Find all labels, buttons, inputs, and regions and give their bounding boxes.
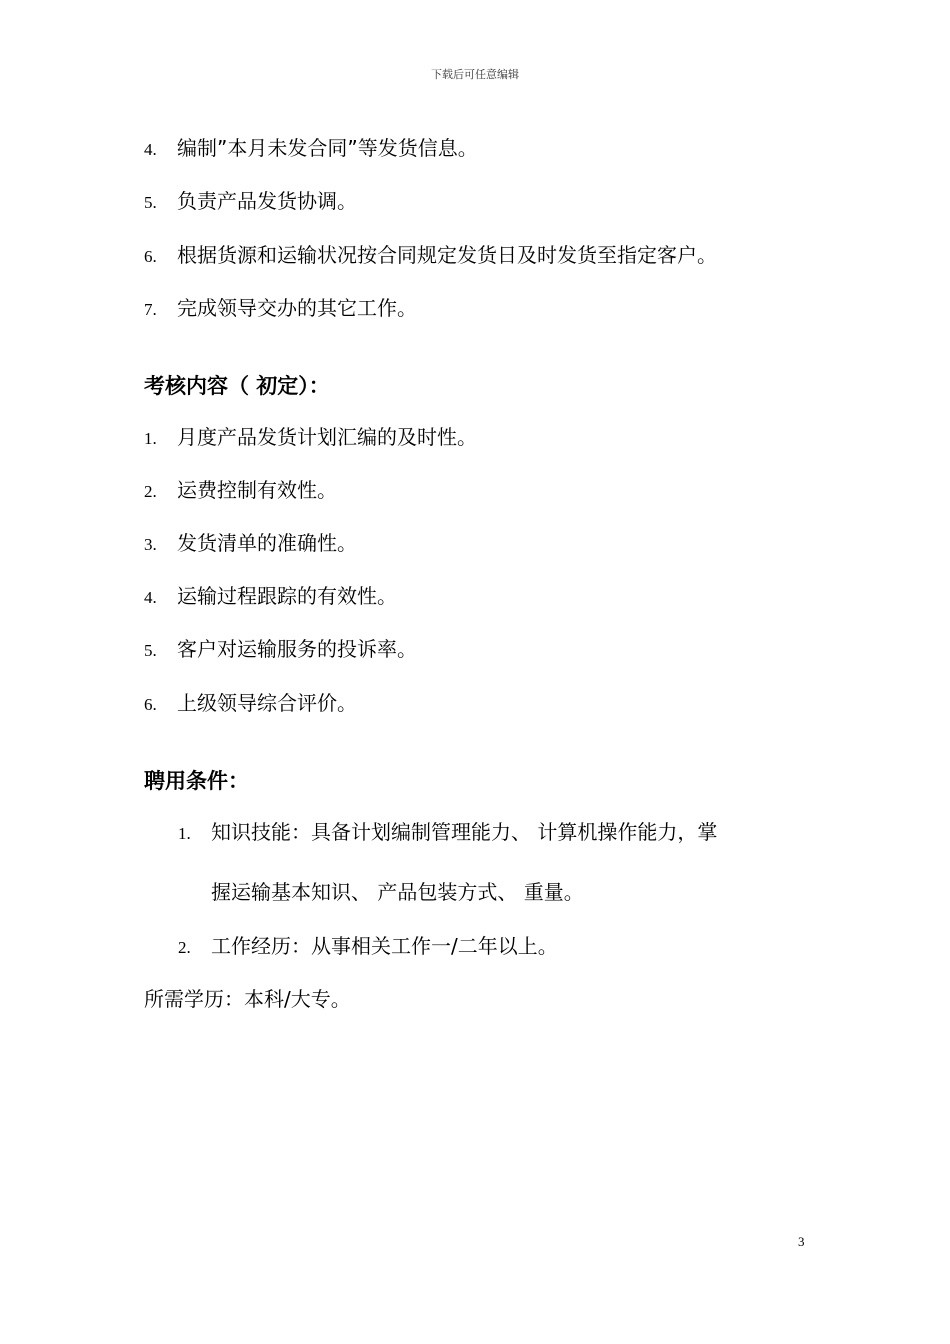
assessment-item-5 xyxy=(144,637,417,663)
list-number: 4. xyxy=(144,140,157,159)
assessment-item-1 xyxy=(144,425,477,451)
list-text: 完成领导交办的其它工作。 xyxy=(177,296,417,320)
list-text: 知识技能：具备计划编制管理能力、 计算机操作能力，掌 xyxy=(211,820,718,844)
list-text: 工作经历：从事相关工作一/二年以上。 xyxy=(211,934,558,958)
list-text: 握运输基本知识、 产品包装方式、 重量。 xyxy=(211,880,584,904)
page-header: 下载后可任意编辑 xyxy=(431,68,519,81)
list-number: 4. xyxy=(144,588,157,607)
duty-item-5 xyxy=(144,189,357,215)
requirement-item-1 xyxy=(178,820,717,846)
list-number: 7. xyxy=(144,300,157,319)
page-number: 3 xyxy=(798,1234,805,1249)
list-text: 编制”本月未发合同”等发货信息。 xyxy=(177,136,478,160)
list-number: 2. xyxy=(144,482,157,501)
list-text: 根据货源和运输状况按合同规定发货日及时发货至指定客户。 xyxy=(177,243,717,267)
assessment-item-3 xyxy=(144,531,357,557)
list-text: 所需学历：本科/大专。 xyxy=(144,987,351,1011)
list-text: 负责产品发货协调。 xyxy=(177,189,357,213)
list-text: 运输过程跟踪的有效性。 xyxy=(177,584,397,608)
list-number: 1. xyxy=(178,824,191,843)
list-number: 3. xyxy=(144,535,157,554)
requirements-heading: 聘用条件： xyxy=(144,769,249,793)
list-number: 1. xyxy=(144,429,157,448)
education-requirement xyxy=(144,987,351,1011)
list-number: 6. xyxy=(144,695,157,714)
requirement-item-1-continued xyxy=(211,880,584,904)
list-text: 运费控制有效性。 xyxy=(177,478,337,502)
duty-item-7 xyxy=(144,296,417,322)
duty-item-6 xyxy=(144,243,717,269)
requirement-item-2 xyxy=(178,934,558,960)
list-number: 6. xyxy=(144,247,157,266)
assessment-heading: 考核内容（ 初定）： xyxy=(144,374,330,398)
duty-item-4 xyxy=(144,136,478,162)
assessment-item-4 xyxy=(144,584,397,610)
assessment-item-2 xyxy=(144,478,337,504)
list-number: 5. xyxy=(144,193,157,212)
assessment-item-6 xyxy=(144,691,357,717)
list-number: 5. xyxy=(144,641,157,660)
list-text: 月度产品发货计划汇编的及时性。 xyxy=(177,425,477,449)
list-text: 客户对运输服务的投诉率。 xyxy=(177,637,417,661)
list-number: 2. xyxy=(178,938,191,957)
list-text: 上级领导综合评价。 xyxy=(177,691,357,715)
list-text: 发货清单的准确性。 xyxy=(177,531,357,555)
